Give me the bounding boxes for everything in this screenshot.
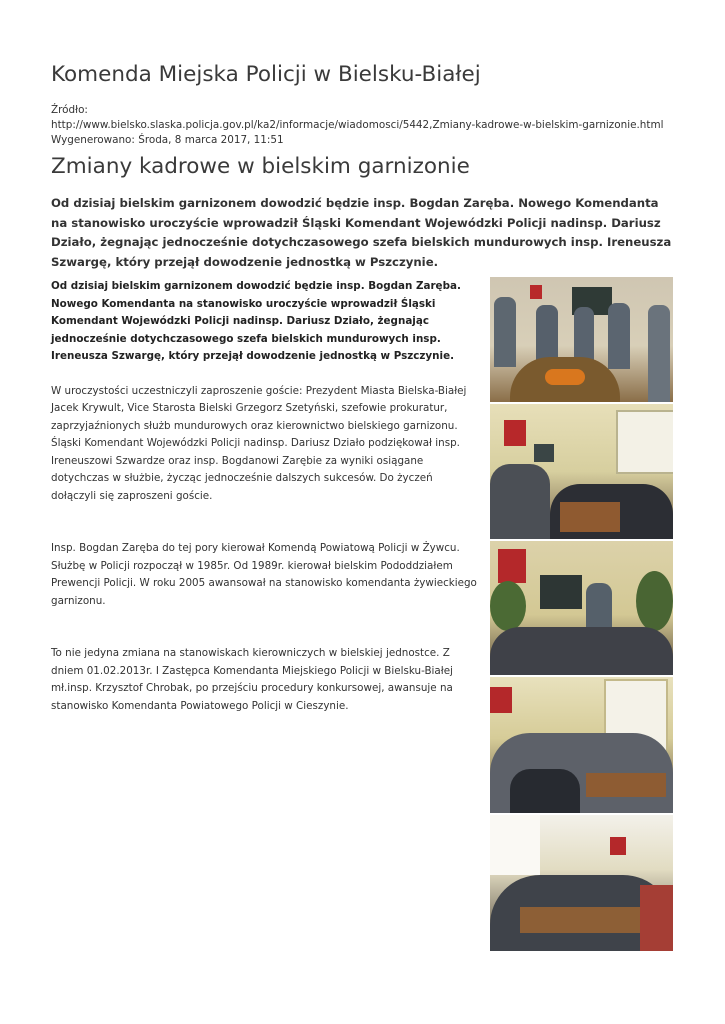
ceremony-photo[interactable] bbox=[490, 277, 673, 402]
meeting-room-photo[interactable] bbox=[490, 404, 673, 539]
source-meta bbox=[51, 103, 691, 148]
generated-date: Wygenerowano: Środa, 8 marca 2017, 11:51 bbox=[51, 134, 284, 146]
article-lead: Od dzisiaj bielskim garnizonem dowodzić będzie insp. Bogdan Zaręba. Nowego Komendanta na stanowisko uroczyście wprowadził Śląski Komendant Wojewódzki Policji nadinsp. Dariusz Działo, żegnając jednocześnie dotychczasowego szefa bielskich mundurowych insp. Ireneusza Szwargę, który przejął dowodzenie jednostką w Pszczynie. bbox=[51, 196, 672, 269]
article-paragraph: To nie jedyna zmiana na stanowiskach kierowniczych w bielskiej jednostce. Z dniem 01.02.2013r. I Zastępca Komendanta Miejskiego Policji w Bielsku-Białej mł.insp. Krzysztof Chrobak, po przejściu procedury konkursowej, awansuje na stanowisko Komendanta Powiatowego Policji w Cieszynie. bbox=[51, 647, 453, 712]
article-paragraph: Od dzisiaj bielskim garnizonem dowodzić będzie insp. Bogdan Zaręba. Nowego Komendanta na stanowisko uroczyście wprowadził Śląski Komendant Wojewódzki Policji nadinsp. Dariusz Działo, żegnając jednocześnie dotychczasowego szefa bielskich mundurowych insp. Ireneusza Szwargę, który przejął dowodzenie jednostką w Pszczynie. bbox=[51, 280, 461, 362]
article-paragraph: Insp. Bogdan Zaręba do tej pory kierował Komendą Powiatową Policji w Żywcu. Służbę w Policji rozpoczął w 1985r. Od 1989r. kierował bielskim Pododdziałem Prewencji Policji. W roku 2005 awansował na stanowisko komendanta żywieckiego garnizonu. bbox=[51, 542, 477, 607]
source-url: http://www.bielsko.slaska.policja.gov.pl/ka2/informacje/wiadomosci/5442,Zmiany-kadrowe-w-bielskim-garnizonie.html bbox=[51, 119, 664, 131]
speech-photo[interactable] bbox=[490, 541, 673, 675]
audience-photo[interactable] bbox=[490, 677, 673, 813]
article-body bbox=[51, 278, 481, 715]
article-paragraph: W uroczystości uczestniczyli zaproszenie goście: Prezydent Miasta Bielska-Białej Jacek Krywult, Vice Starosta Bielski Grzegorz Szetyński, szefowie prokuratur, zaprzyjaźnionych służb mundurowych oraz kierownictwo bielskiego garnizonu. bbox=[51, 384, 467, 432]
hall-photo[interactable] bbox=[490, 815, 673, 951]
article-title: Zmiany kadrowe w bielskim garnizonie bbox=[51, 154, 470, 179]
article-paragraph: Śląski Komendant Wojewódzki Policji nadinsp. Dariusz Działo podziękował insp. Ireneuszowi Szwardze oraz insp. Bogdanowi Zarębie za wyniki osiągane dotychczas w służbie, życząc jednocześnie dalszych sukcesów. Do życzeń dołączyli się zaproszeni goście. bbox=[51, 437, 460, 502]
source-label: Źródło: bbox=[51, 104, 88, 116]
site-title: Komenda Miejska Policji w Bielsku-Białej bbox=[51, 62, 481, 87]
